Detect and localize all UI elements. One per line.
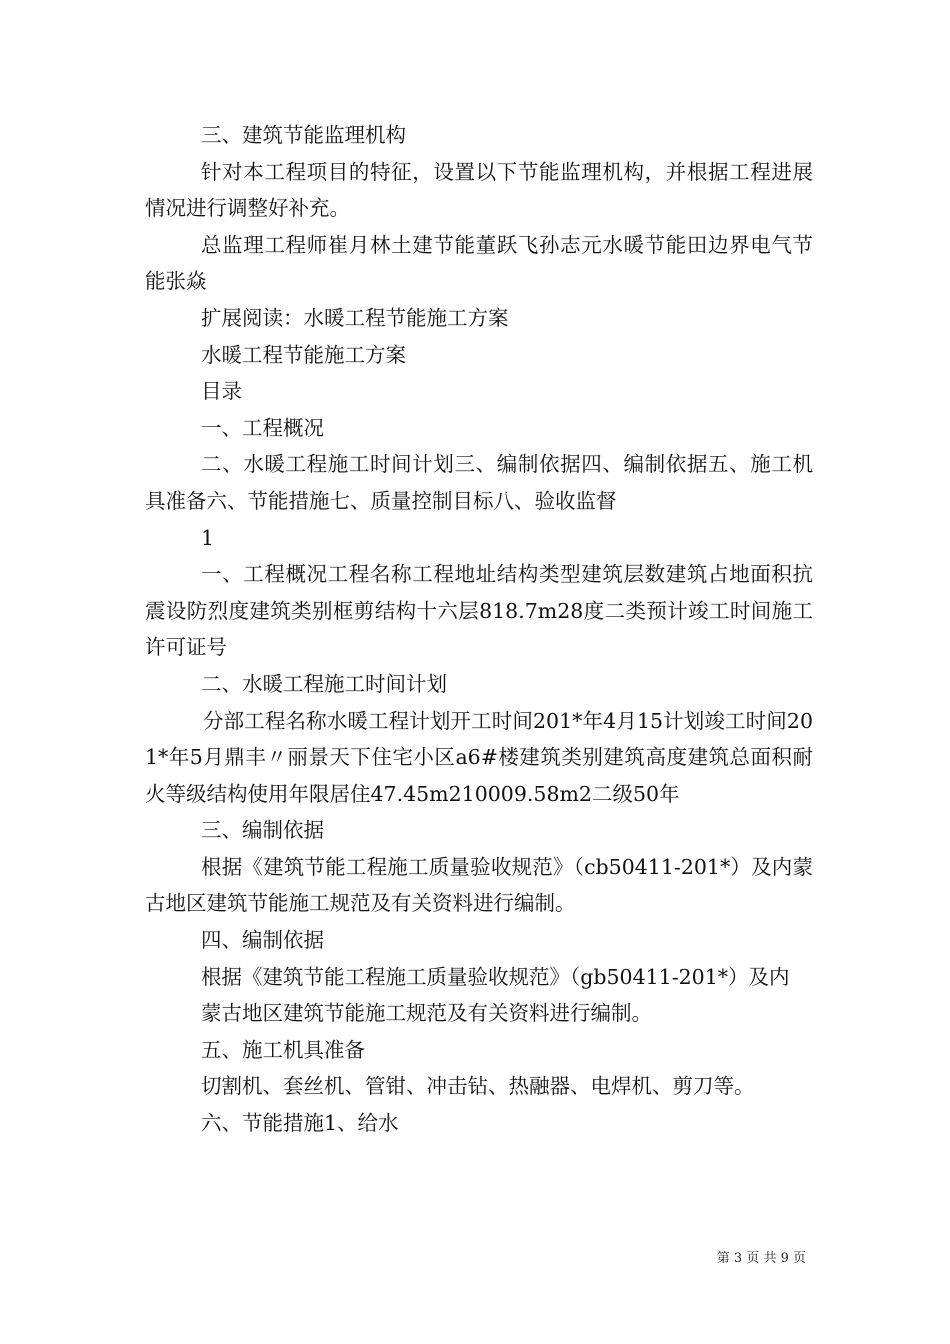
heading-schedule: 二、水暖工程施工时间计划 (201, 671, 447, 696)
paragraph-basis-3: 根据《建筑节能工程施工质量验收规范》（cb50411-201*）及内蒙古地区建筑节能施工规范及有关资料进行编制。 (145, 854, 813, 916)
heading-supervision-org: 三、建筑节能监理机构 (201, 123, 406, 147)
paragraph-org-intro: 针对本工程项目的特征，设置以下节能监理机构，并根据工程进展情况进行调整好补充。 (145, 159, 813, 221)
paragraph-schedule: 分部工程名称水暖工程计划开工时间201*年4月15计划竣工时间201*年5月鼎丰〃丽景天下住宅小区a6#楼建筑类别建筑高度建筑总面积耐火等级结构使用年限居住47.45m210009.58m2二级50年 (145, 708, 813, 806)
paragraph-extended-reading: 扩展阅读：水暖工程节能施工方案 (201, 305, 509, 330)
heading-basis-3: 三、编制依据 (201, 818, 324, 843)
heading-tools: 五、施工机具准备 (201, 1037, 365, 1062)
toc-item-list: 二、水暖工程施工时间计划三、编制依据四、编制依据五、施工机具准备六、节能措施七、质量控制目标八、验收监督 (145, 452, 813, 513)
document-body (145, 117, 813, 1142)
section-project-overview: 一、工程概况工程名称工程地址结构类型建筑层数建筑占地面积抗震设防烈度建筑类别框剪结构十六层818.7m28度二类预计竣工时间施工许可证号 (145, 562, 813, 660)
paragraph-tools: 切割机、套丝机、管钳、冲击钻、热融器、电焊机、剪刀等。 (201, 1074, 755, 1099)
heading-measures: 六、节能措施1、给水 (201, 1111, 399, 1136)
toc-heading: 目录 (201, 379, 242, 404)
paragraph-personnel: 总监理工程师崔月林土建节能董跃飞孙志元水暖节能田边界电气节能张焱 (145, 232, 813, 294)
plan-title: 水暖工程节能施工方案 (201, 342, 406, 367)
toc-item-overview: 一、工程概况 (201, 415, 324, 440)
heading-basis-4: 四、编制依据 (201, 928, 324, 953)
page-number-footer: 第 3 页 共 9 页 (716, 1251, 806, 1266)
paragraph-basis-4-part1: 根据《建筑节能工程施工质量验收规范》（gb50411-201*）及内 (201, 964, 790, 989)
paragraph-basis-4-part2: 蒙古地区建筑节能施工规范及有关资料进行编制。 (201, 1001, 652, 1026)
page-marker: 1 (201, 525, 215, 550)
